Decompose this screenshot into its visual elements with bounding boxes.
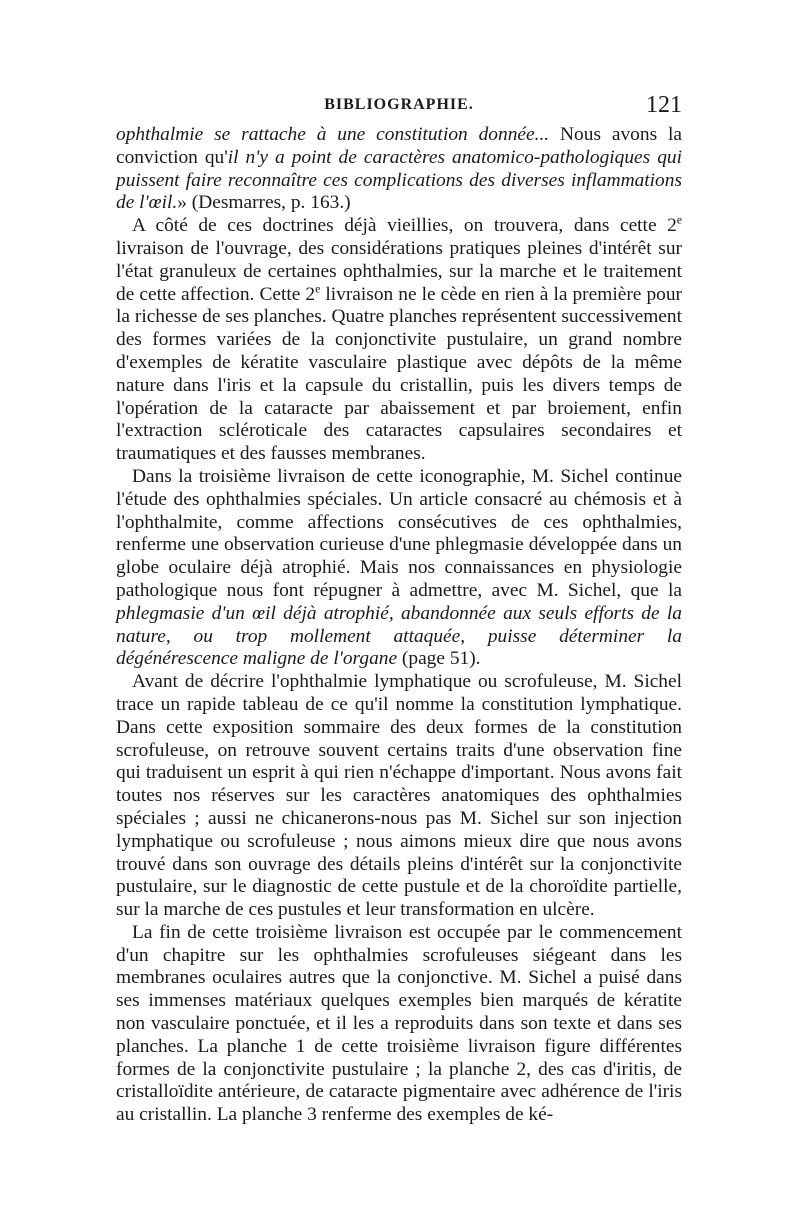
text-run: Dans la troisième livraison de cette iconographie, M. Sichel continue l'étude des ophthalmies spéciales. Un article consacré au chémosis et à l'ophthalmite, comme affections consécutives de ces ophthalmies, renferme une observation curieuse d'une phlegmasie développée dans un globe oculaire déjà atrophié. Mais nos connaissances en physiologie pathologique nous font répugner à admettre, avec M. Sichel, que la [116,465,682,601]
paragraph [116,215,682,466]
running-head [116,92,682,118]
text-run: » (Desmarres, p. 163.) [177,192,351,214]
page-number: 121 [646,92,682,118]
italic-text: il n'y a point de caractères anatomico-pathologiques qui puissent faire reconnaître ces complications des diverses inflammations de l'œil. [116,146,682,214]
paragraph [116,671,682,922]
italic-text: ophthalmie se rattache à une constitution donnée... [116,124,550,145]
text-run: Nous avons la conviction qu' [116,124,682,168]
italic-text: phlegmasie d'un œil déjà atrophié, abandonnée aux seuls efforts de la nature, ou trop mollement attaquée, puisse déterminer la dégénérescence maligne de l'organe [116,602,682,670]
superscript: e [676,213,682,227]
text-run: livraison ne le cède en rien à la première pour la richesse de ses planches. Quatre planches représentent successivement des formes variées de la conjonctivite pustulaire, un grand nombre d'exemples de kératite vasculaire plastique avec dépôts de la même nature dans l'iris et la capsule du cristallin, puis les divers temps de l'opération de la cataracte par abaissement et par broiement, enfin l'extraction scléroticale des cataractes capsulaires secondaires et traumatiques et des fausses membranes. [116,283,682,465]
text-run: La fin de cette troisième livraison est occupée par le commencement d'un chapitre sur les ophthalmies scrofuleuses siégeant dans les membranes oculaires autres que la conjonctive. M. Sichel a puisé dans ses immenses matériaux quelques exemples bien marqués de kératite non vasculaire ponctuée, et il les a reproduits dans son texte et dans ses planches. La planche 1 de cette troisième livraison figure différentes formes de la conjonctivite pustulaire ; la planche 2, des cas d'iritis, de cristalloïdite antérieure, de cataracte pigmentaire avec adhérence de l'iris au cristallin. La planche 3 renferme des exemples de ké- [116,921,682,1126]
body-text [116,124,682,1127]
text-run: A côté de ces doctrines déjà vieillies, on trouvera, dans cette 2 [132,215,677,237]
paragraph [116,466,682,671]
text-run: Avant de décrire l'ophthalmie lymphatique ou scrofuleuse, M. Sichel trace un rapide tableau de ce qu'il nomme la constitution lymphatique. Dans cette exposition sommaire des deux formes de la constitution scrofuleuse, on retrouve souvent certains traits d'une observation fine qui traduisent un esprit à qui rien n'échappe d'important. Nous avons fait toutes nos réserves sur les caractères anatomiques des ophthalmies spéciales ; aussi ne chicanerons-nous pas M. Sichel sur son injection lymphatique ou scrofuleuse ; nous aimons mieux dire que nous avons trouvé dans son ouvrage des détails pleins d'intérêt sur la conjonctivite pustulaire, sur le diagnostic de cette pustule et de la choroïdite partielle, sur la marche de ces pustules et leur transformation en ulcère. [116,671,682,921]
paragraph [116,922,682,1127]
superscript: e [315,282,321,296]
paragraph [116,124,682,215]
text-run: (page 51). [397,648,481,670]
running-title: BIBLIOGRAPHIE. [324,96,474,113]
text-run: livraison de l'ouvrage, des considérations pratiques pleines d'intérêt sur l'état granuleux de certaines ophthalmies, sur la marche et le traitement de cette affection. Cette 2 [116,237,682,305]
